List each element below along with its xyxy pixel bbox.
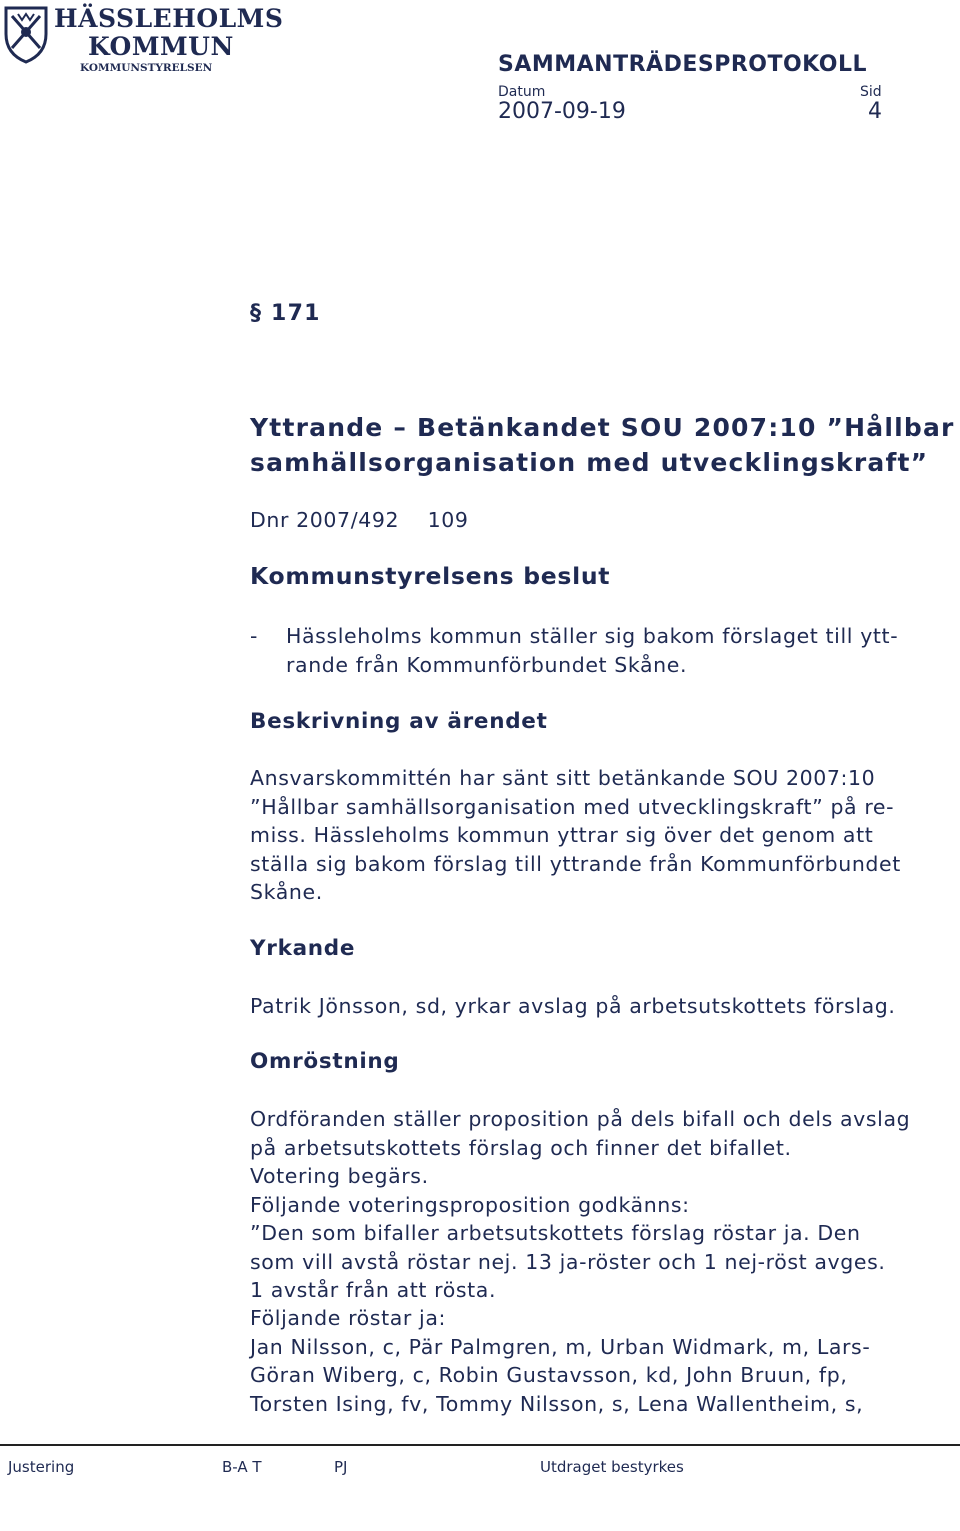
page-label: Sid	[860, 84, 882, 100]
vote-line: ”Den som bifaller arbetsutskottets förslag röstar ja. Den	[250, 1221, 861, 1245]
vote-line: Votering begärs.	[250, 1164, 429, 1188]
decision-bullet: -	[250, 624, 258, 648]
vote-line: Torsten Ising, fv, Tommy Nilsson, s, Lena Wallentheim, s,	[250, 1392, 864, 1416]
decision-line2: rande från Kommunförbundet Skåne.	[286, 653, 688, 677]
decision-heading: Kommunstyrelsens beslut	[250, 562, 611, 590]
footer-initials-2: PJ	[334, 1458, 348, 1476]
section-number: § 171	[250, 301, 321, 326]
date-label: Datum	[498, 84, 546, 100]
vote-line: på arbetsutskottets förslag och finner det bifallet.	[250, 1136, 792, 1160]
coat-of-arms-icon	[2, 4, 50, 64]
municipality-logo	[0, 0, 284, 80]
logo-line2: KOMMUN	[88, 32, 234, 61]
decision-line1: Hässleholms kommun ställer sig bakom förslaget till ytt-	[286, 624, 899, 648]
description-line: ställa sig bakom förslag till yttrande från Kommunförbundet	[250, 852, 901, 876]
description-line: ”Hållbar samhällsorganisation med utvecklingskraft” på re-	[250, 795, 895, 819]
section-title-line2: samhällsorganisation med utvecklingskraft”	[250, 448, 929, 477]
claim-heading: Yrkande	[250, 936, 356, 961]
claim-text: Patrik Jönsson, sd, yrkar avslag på arbetsutskottets förslag.	[250, 994, 896, 1018]
meeting-date: 2007-09-19	[498, 99, 626, 124]
vote-line: Göran Wiberg, c, Robin Gustavsson, kd, John Bruun, fp,	[250, 1363, 848, 1387]
logo-line3: KOMMUNSTYRELSEN	[80, 62, 213, 74]
description-heading: Beskrivning av ärendet	[250, 709, 548, 734]
description-line: Ansvarskommittén har sänt sitt betänkande SOU 2007:10	[250, 766, 876, 790]
vote-line: Följande röstar ja:	[250, 1306, 446, 1330]
section-title-line1: Yttrande – Betänkandet SOU 2007:10 ”Hållbar	[250, 413, 955, 442]
vote-line: Ordföranden ställer proposition på dels bifall och dels avslag	[250, 1107, 911, 1131]
footer-justering-label: Justering	[8, 1458, 75, 1476]
page-number: 4	[868, 99, 882, 124]
vote-line: 1 avstår från att rösta.	[250, 1278, 497, 1302]
vote-line: Följande voteringsproposition godkänns:	[250, 1193, 690, 1217]
case-number: Dnr 2007/492 109	[250, 508, 469, 532]
vote-line: som vill avstå röstar nej. 13 ja-röster och 1 nej-röst avges.	[250, 1250, 886, 1274]
vote-heading: Omröstning	[250, 1049, 400, 1074]
footer-divider	[0, 1444, 960, 1446]
description-line: Skåne.	[250, 880, 323, 904]
description-line: miss. Hässleholms kommun yttrar sig över det genom att	[250, 823, 874, 847]
footer-initials-1: B-A T	[222, 1458, 262, 1476]
logo-line1: HÄSSLEHOLMS	[54, 4, 284, 33]
vote-line: Jan Nilsson, c, Pär Palmgren, m, Urban Widmark, m, Lars-	[250, 1335, 871, 1359]
footer-certified-label: Utdraget bestyrkes	[540, 1458, 684, 1476]
document-type-title: SAMMANTRÄDESPROTOKOLL	[498, 52, 867, 77]
